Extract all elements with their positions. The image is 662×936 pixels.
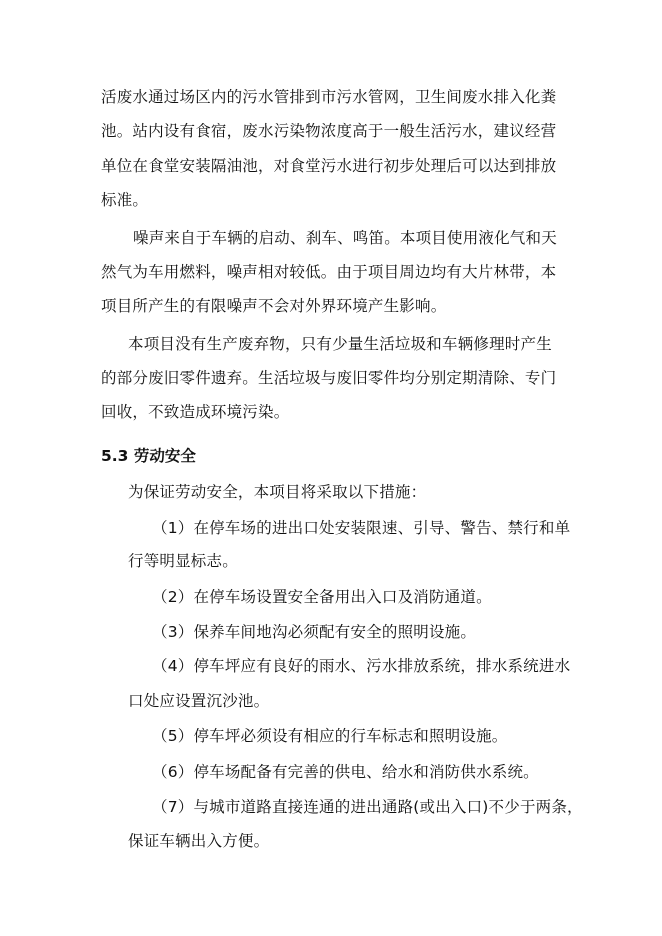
section-intro: 为保证劳动安全，本项目将采取以下措施：	[128, 483, 427, 501]
paragraph-1-line-4: 标准。	[101, 191, 149, 209]
measure-7-line-2: 保证车辆出入方便。	[128, 832, 270, 850]
paragraph-2-line-2: 然气为车用燃料，噪声相对较低。由于项目周边均有大片林带，本	[101, 263, 557, 281]
paragraph-2-line-1: 噪声来自于车辆的启动、刹车、鸣笛。本项目使用液化气和天	[133, 229, 557, 247]
paragraph-2-line-3: 项目所产生的有限噪声不会对外界环境产生影响。	[101, 297, 447, 315]
measure-3: （3）保养车间地沟必须配有安全的照明设施。	[152, 623, 477, 641]
measure-1-line-1: （1）在停车场的进出口处安装限速、引导、警告、禁行和单	[152, 519, 571, 537]
paragraph-3-line-3: 回收，不致造成环境污染。	[101, 403, 290, 421]
measure-6: （6）停车场配备有完善的供电、给水和消防供水系统。	[152, 763, 539, 781]
measure-4-line-1: （4）停车坪应有良好的雨水、污水排放系统，排水系统进水	[152, 657, 571, 675]
measure-2: （2）在停车场设置安全备用出入口及消防通道。	[152, 588, 492, 606]
measure-5: （5）停车坪必须设有相应的行车标志和照明设施。	[152, 727, 508, 745]
measure-7-line-1: （7）与城市道路直接连通的进出通路(或出入口)不少于两条，	[152, 798, 583, 816]
paragraph-1-line-2: 池。站内设有食宿，废水污染物浓度高于一般生活污水，建议经营	[101, 122, 557, 140]
section-heading: 5.3 劳动安全	[101, 447, 196, 465]
measure-1-line-2: 行等明显标志。	[128, 552, 238, 570]
measure-4-line-2: 口处应设置沉沙池。	[128, 692, 270, 710]
paragraph-3-line-1: 本项目没有生产废弃物，只有少量生活垃圾和车辆修理时产生	[128, 335, 552, 353]
paragraph-3-line-2: 的部分废旧零件遗弃。生活垃圾与废旧零件均分别定期清除、专门	[101, 369, 557, 387]
paragraph-1-line-1: 活废水通过场区内的污水管排到市污水管网，卫生间废水排入化粪	[101, 88, 557, 106]
paragraph-1-line-3: 单位在食堂安装隔油池，对食堂污水进行初步处理后可以达到排放	[101, 157, 557, 175]
